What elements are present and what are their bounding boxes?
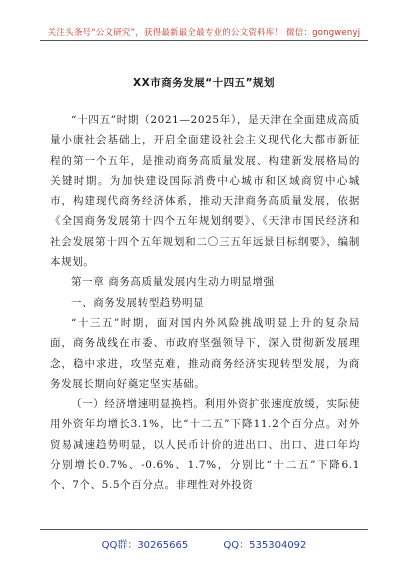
chapter-heading: 第一章 商务高质量发展内生动力明显增强 (71, 276, 275, 289)
header-promo-text: 关注头条号“公文研究”，获得最新最全最专业的公文资料库！ 微信：gongwenyj (47, 28, 361, 38)
paragraph-economic-growth: （一）经济增速明显换档。利用外资扩张速度放缓，实际使用外资年均增长3.1%，比“十二五”下降11.2个百分点。对外贸易减速趋势明显，以人民币计价的进出口、出口、进口年均分别增长0.7%、-0.6%、1.7%，分别比“十二五”下降6.1个、7个、5.5个百分点。非理性对外投资 (50, 398, 360, 492)
paragraph-intro: “十四五”时期（2021—2025年），是天津在全面建成高质量小康社会基础上，开启全面建设社会主义现代化大都市新征程的第一个五年，是推动商务高质量发展、构建新发展格局的关键时期。为加快建设国际消费中心城市和区域商贸中心城市，构建现代商务经济体系，推动天津商务高质量发展，依据《全国商务发展第十四个五年规划纲要》、《天津市国民经济和社会发展第十四个五年规划和二〇三五年远景目标纲要》，编制本规划。 (50, 114, 360, 269)
footer-contacts (0, 536, 408, 551)
document-body (50, 110, 360, 496)
footer-qq-group: QQ群：30265665 (101, 540, 189, 551)
footer-qq: QQ：535304092 (223, 540, 307, 551)
paragraph-overview: “十三五”时期，面对国内外风险挑战明显上升的复杂局面，商务战线在市委、市政府坚强领导下，深入贯彻新发展理念，稳中求进，攻坚克难，推动商务经济实现转型发展，为商务发展长期向好奠定坚实基础。 (50, 316, 360, 390)
section-heading: 一、商务发展转型趋势明显 (71, 296, 205, 309)
footer-divider (40, 529, 368, 530)
document-title: XX市商务发展“十四五”规划 (133, 77, 275, 89)
header-divider (40, 40, 368, 41)
